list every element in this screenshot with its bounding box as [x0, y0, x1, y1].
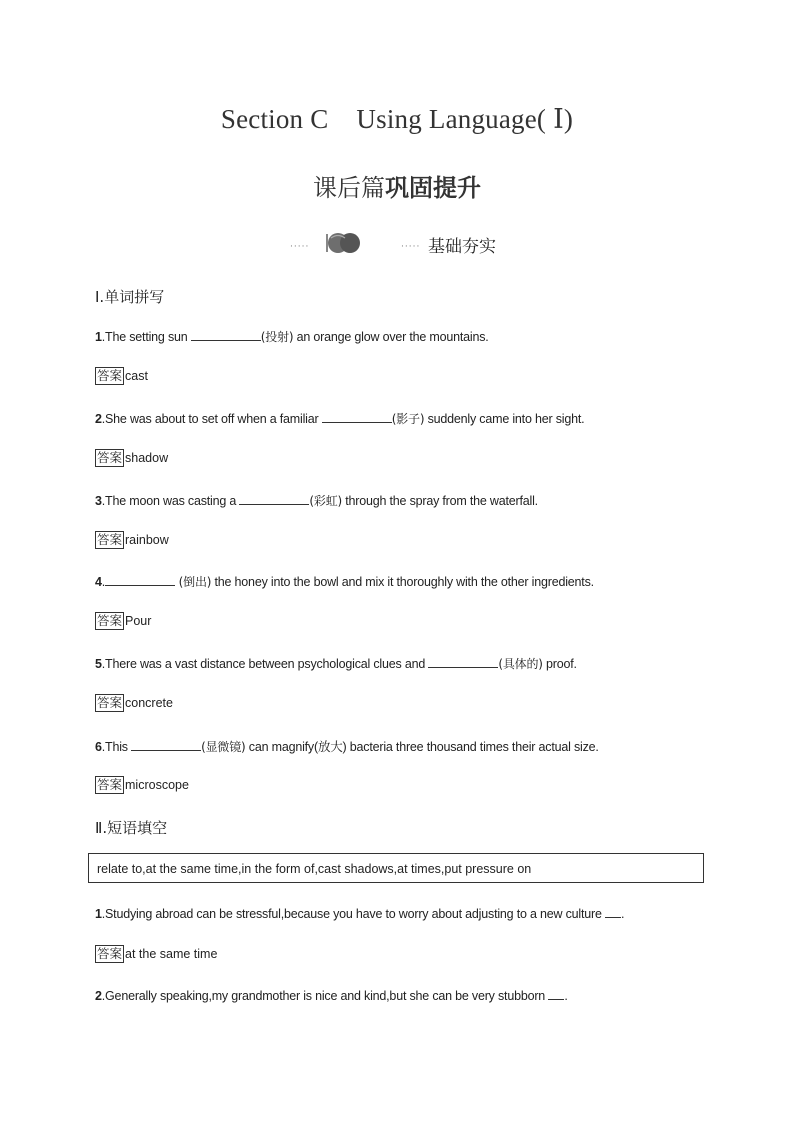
banner-logo-icon — [323, 230, 369, 256]
answer-text: at the same time — [125, 947, 218, 961]
answer-blank[interactable] — [105, 574, 175, 586]
answer-line — [95, 449, 168, 467]
page-title — [0, 104, 794, 135]
subtitle-bold: 巩固提升 — [385, 174, 481, 202]
answer-badge: 答案 — [97, 613, 123, 628]
answer-badge: 答案 — [97, 450, 123, 465]
page-subtitle — [0, 168, 794, 203]
question-item: 4. (倒出) the honey into the bowl and mix it thoroughly with the other ingredients. — [95, 575, 594, 589]
answer-blank[interactable] — [428, 656, 498, 668]
answer-text: microscope — [125, 778, 189, 792]
answer-line — [95, 531, 169, 549]
answer-line — [95, 945, 217, 963]
subtitle-light: 课后篇 — [313, 174, 385, 202]
banner-dots-left: ····· — [290, 242, 310, 252]
answer-blank[interactable] — [131, 739, 201, 751]
title-topic: Using Language( Ⅰ) — [356, 104, 574, 134]
question-item: 2.Generally speaking,my grandmother is nice and kind,but she can be very stubborn . — [95, 989, 568, 1003]
answer-text: concrete — [125, 696, 173, 710]
section-banner — [285, 228, 525, 258]
question-item: 6.This (显微镜) can magnify(放大) bacteria three thousand times their actual size. — [95, 740, 599, 754]
answer-line — [95, 612, 151, 630]
answer-line — [95, 694, 173, 712]
answer-line — [95, 367, 148, 385]
banner-label: 基础夯实 — [428, 237, 496, 257]
answer-blank[interactable] — [322, 411, 392, 423]
answer-text: rainbow — [125, 533, 169, 547]
question-item: 2.She was about to set off when a familiar (影子) suddenly came into her sight. — [95, 412, 585, 426]
section-heading-spelling: Ⅰ.单词拼写 — [95, 288, 165, 306]
answer-blank[interactable] — [191, 329, 261, 341]
answer-badge: 答案 — [97, 695, 123, 710]
question-item: 5.There was a vast distance between psychological clues and (具体的) proof. — [95, 657, 577, 671]
answer-text: shadow — [125, 451, 169, 465]
answer-line — [95, 776, 189, 794]
answer-badge: 答案 — [97, 368, 123, 383]
section-heading-phrases: Ⅱ.短语填空 — [95, 819, 168, 837]
word-bank-box: relate to,at the same time,in the form of,cast shadows,at times,put pressure on — [88, 853, 704, 883]
answer-text: Pour — [125, 614, 152, 628]
answer-blank[interactable] — [548, 988, 564, 1000]
question-item: 1.The setting sun (投射) an orange glow over the mountains. — [95, 330, 489, 344]
question-item: 1.Studying abroad can be stressful,because you have to worry about adjusting to a new culture . — [95, 907, 625, 921]
answer-badge: 答案 — [97, 946, 123, 961]
answer-blank[interactable] — [605, 906, 621, 918]
answer-text: cast — [125, 369, 148, 383]
answer-badge: 答案 — [97, 532, 123, 547]
answer-badge: 答案 — [97, 777, 123, 792]
question-item: 3.The moon was casting a (彩虹) through the spray from the waterfall. — [95, 494, 538, 508]
title-section: Section C — [220, 104, 329, 134]
banner-dots-right: ····· — [401, 242, 421, 252]
answer-blank[interactable] — [239, 493, 309, 505]
